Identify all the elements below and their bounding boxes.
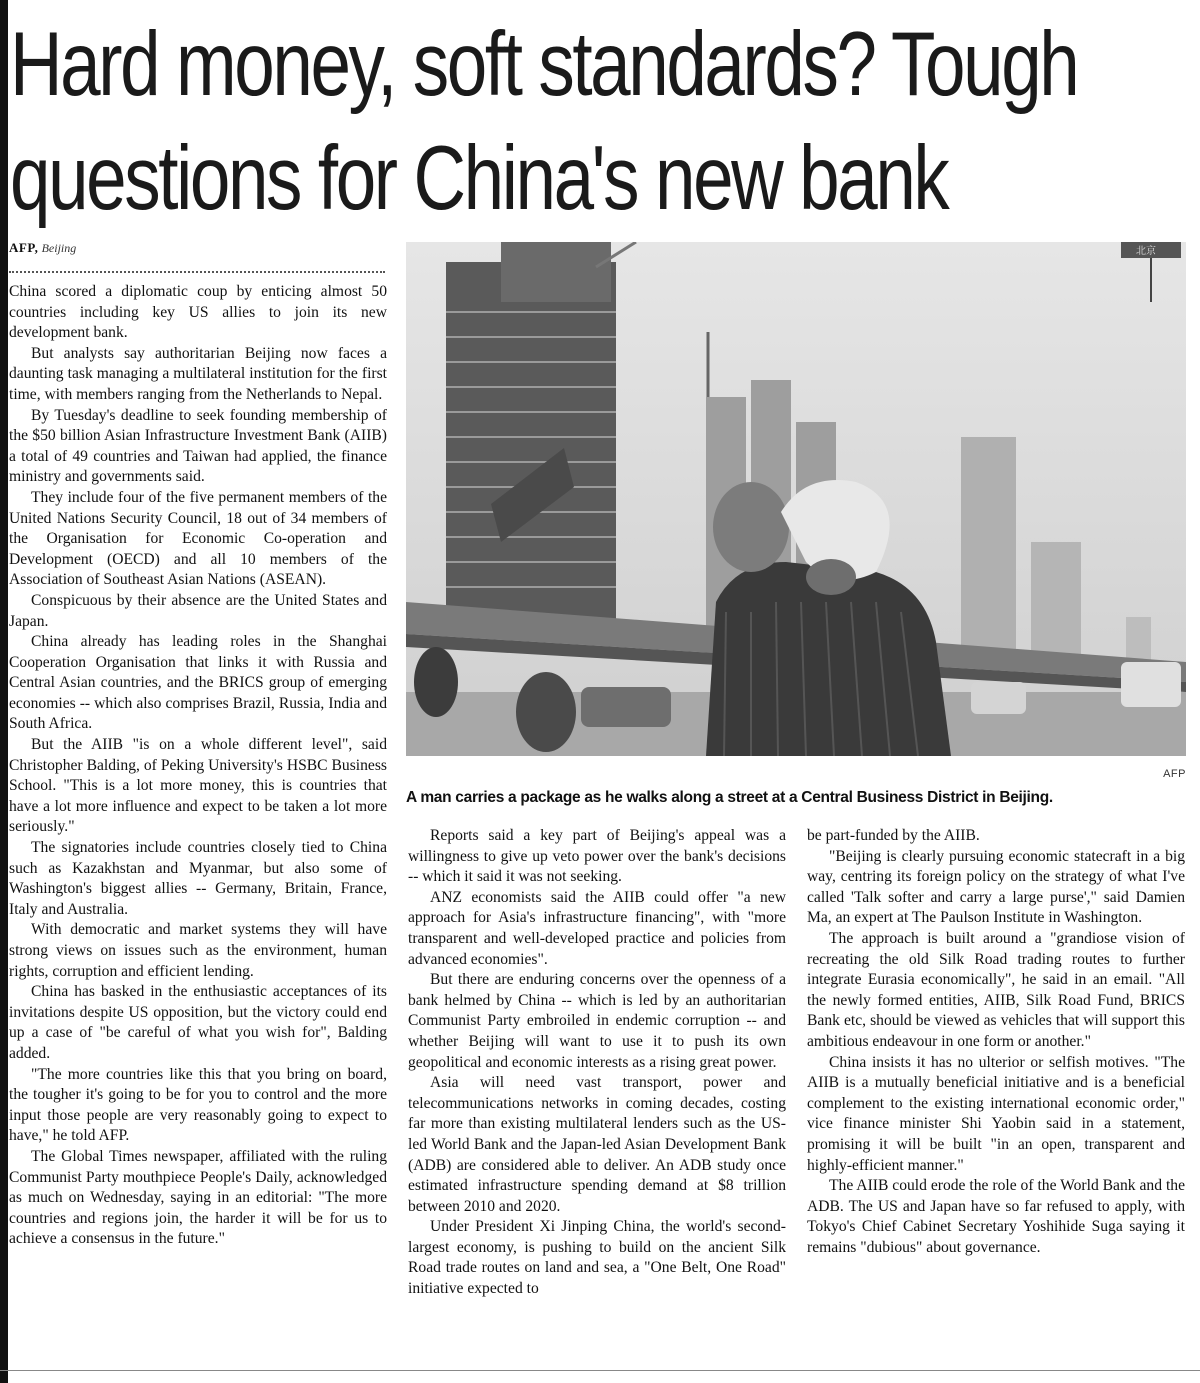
article-column-3	[807, 826, 1185, 1258]
paragraph: Asia will need vast transport, power and telecommunications networks in coming decades, costing far more than existing multilateral lenders such as the US-led World Bank and the Japan-led Asian Development Bank (ADB) are considered able to deliver. An ADB study once estimated infrastructure spending demand at $8 trillion between 2010 and 2020.	[408, 1074, 786, 1215]
article-column-1	[9, 282, 387, 1250]
paragraph: China insists it has no ulterior or selfish motives. "The AIIB is a mutually beneficial initiative and is a beneficial complement to the existing international economic order," vice finance minister Shi Yaobin said in a statement, promising it will be built "in an open, transparent and highly-efficient manner."	[807, 1053, 1185, 1174]
paragraph: "The more countries like this that you bring on board, the tougher it's going to be for you to control and the more input those people are very reasonably going to expect to have," he told AFP.	[9, 1065, 387, 1145]
car	[581, 687, 671, 727]
paragraph: But there are enduring concerns over the openness of a bank helmed by China -- which is led by an authoritarian Communist Party embroiled in endemic corruption -- and whether Beijing will want to use it to push its own geopolitical and economic interests as a rising great power.	[408, 971, 786, 1071]
article-headline	[10, 8, 1078, 236]
paragraph: "Beijing is clearly pursuing economic statecraft in a big way, centring its foreign policy on the strategy of what I've called 'Talk softer and carry a large purse'," said Damien Ma, an expert at The Paulson Institute in Washington.	[807, 847, 1185, 927]
paragraph: China scored a diplomatic coup by enticing almost 50 countries including key US allies to join its new development bank.	[9, 283, 387, 342]
paragraph: But the AIIB "is on a whole different level", said Christopher Balding, of Peking University's HSBC Business School. "This is a lot more money, this is countries that have a lot more influence and expect to be taken a lot more seriously."	[9, 736, 387, 836]
paragraph: The Global Times newspaper, affiliated with the ruling Communist Party mouthpiece People's Daily, acknowledged as much on Wednesday, saying in an editorial: "The more countries and regions join, the harder it will be for us to achieve a consensus in the future."	[9, 1147, 387, 1248]
news-photo	[406, 242, 1186, 756]
car	[971, 682, 1026, 714]
paragraph: But analysts say authoritarian Beijing now faces a daunting task managing a multilateral institution for the first time, with members ranging from the Netherlands to Nepal.	[9, 344, 387, 403]
paragraph: They include four of the five permanent members of the United Nations Security Council, 18 out of 34 members of the Organisation for Economic Co-operation and Development (OECD) and all 10 members of the Association of Southeast Asian Nations (ASEAN).	[9, 488, 387, 589]
beijing-street-photo	[406, 242, 1186, 756]
byline	[9, 240, 76, 256]
paragraph: The signatories include countries closely tied to China such as Kazakhstan and Myanmar, but also some of Washington's biggest allies -- Germany, Britain, France, Italy and Australia.	[9, 839, 387, 918]
byline-divider	[9, 271, 385, 273]
paragraph: The AIIB could erode the role of the World Bank and the ADB. The US and Japan have so far refused to apply, with Tokyo's Chief Cabinet Secretary Yoshihide Suga saying it remains "dubious" about governance.	[807, 1177, 1185, 1256]
article-column-2	[408, 826, 786, 1300]
photo-credit: AFP	[1163, 768, 1186, 780]
paragraph: China already has leading roles in the Shanghai Cooperation Organisation that links it with Russia and Central Asian countries, and the BRICS group of emerging economies -- which also comprises Brazil, Russia, India and South Africa.	[9, 633, 387, 733]
page-bottom-rule	[0, 1370, 1200, 1371]
photo-caption: A man carries a package as he walks along a street at a Central Business District in Beijing.	[406, 789, 1053, 806]
paragraph: China has basked in the enthusiastic acceptances of its invitations despite US opposition, but the victory could end up a case of "be careful of what you wish for", Balding added.	[9, 983, 387, 1062]
byline-location: Beijing	[41, 241, 77, 255]
headline-line-1: Hard money, soft standards? Tough	[10, 14, 1078, 115]
paragraph: Under President Xi Jinping China, the world's second-largest economy, is pushing to build on the ancient Silk Road trade routes on land and sea, a "One Belt, One Road" initiative expected to	[408, 1218, 786, 1298]
construction-tower	[446, 242, 636, 622]
cyclist	[414, 647, 458, 717]
cyclist	[516, 672, 576, 752]
paragraph: be part-funded by the AIIB.	[807, 827, 980, 844]
svg-text:北京: 北京	[1136, 246, 1156, 257]
byline-agency: AFP,	[9, 240, 39, 255]
bus	[1121, 662, 1181, 707]
paragraph: Conspicuous by their absence are the United States and Japan.	[9, 591, 387, 630]
paragraph: Reports said a key part of Beijing's appeal was a willingness to give up veto power over the bank's decisions -- which it said it was not seeking.	[408, 827, 786, 886]
paragraph: ANZ economists said the AIIB could offer "a new approach for Asia's infrastructure financing", with "more transparent and well-developed practice and policies from advanced economies".	[408, 888, 786, 968]
paragraph: By Tuesday's deadline to seek founding membership of the $50 billion Asian Infrastructure Investment Bank (AIIB) a total of 49 countries and Taiwan had applied, the finance ministry and governments said.	[9, 406, 387, 486]
paragraph: With democratic and market systems they will have strong views on issues such as the environment, human rights, corruption and efficient lending.	[9, 921, 387, 980]
paragraph: The approach is built around a "grandiose vision of recreating the old Silk Road trading routes to further integrate Eurasia economically", he said in an email. "All the newly formed entities, AIIB, Silk Road Fund, BRICS Bank etc, should be viewed as vehicles that will support this ambitious endeavour in one form or another."	[807, 929, 1185, 1050]
left-margin-bar	[0, 0, 8, 1383]
headline-line-2: questions for China's new bank	[10, 128, 948, 229]
